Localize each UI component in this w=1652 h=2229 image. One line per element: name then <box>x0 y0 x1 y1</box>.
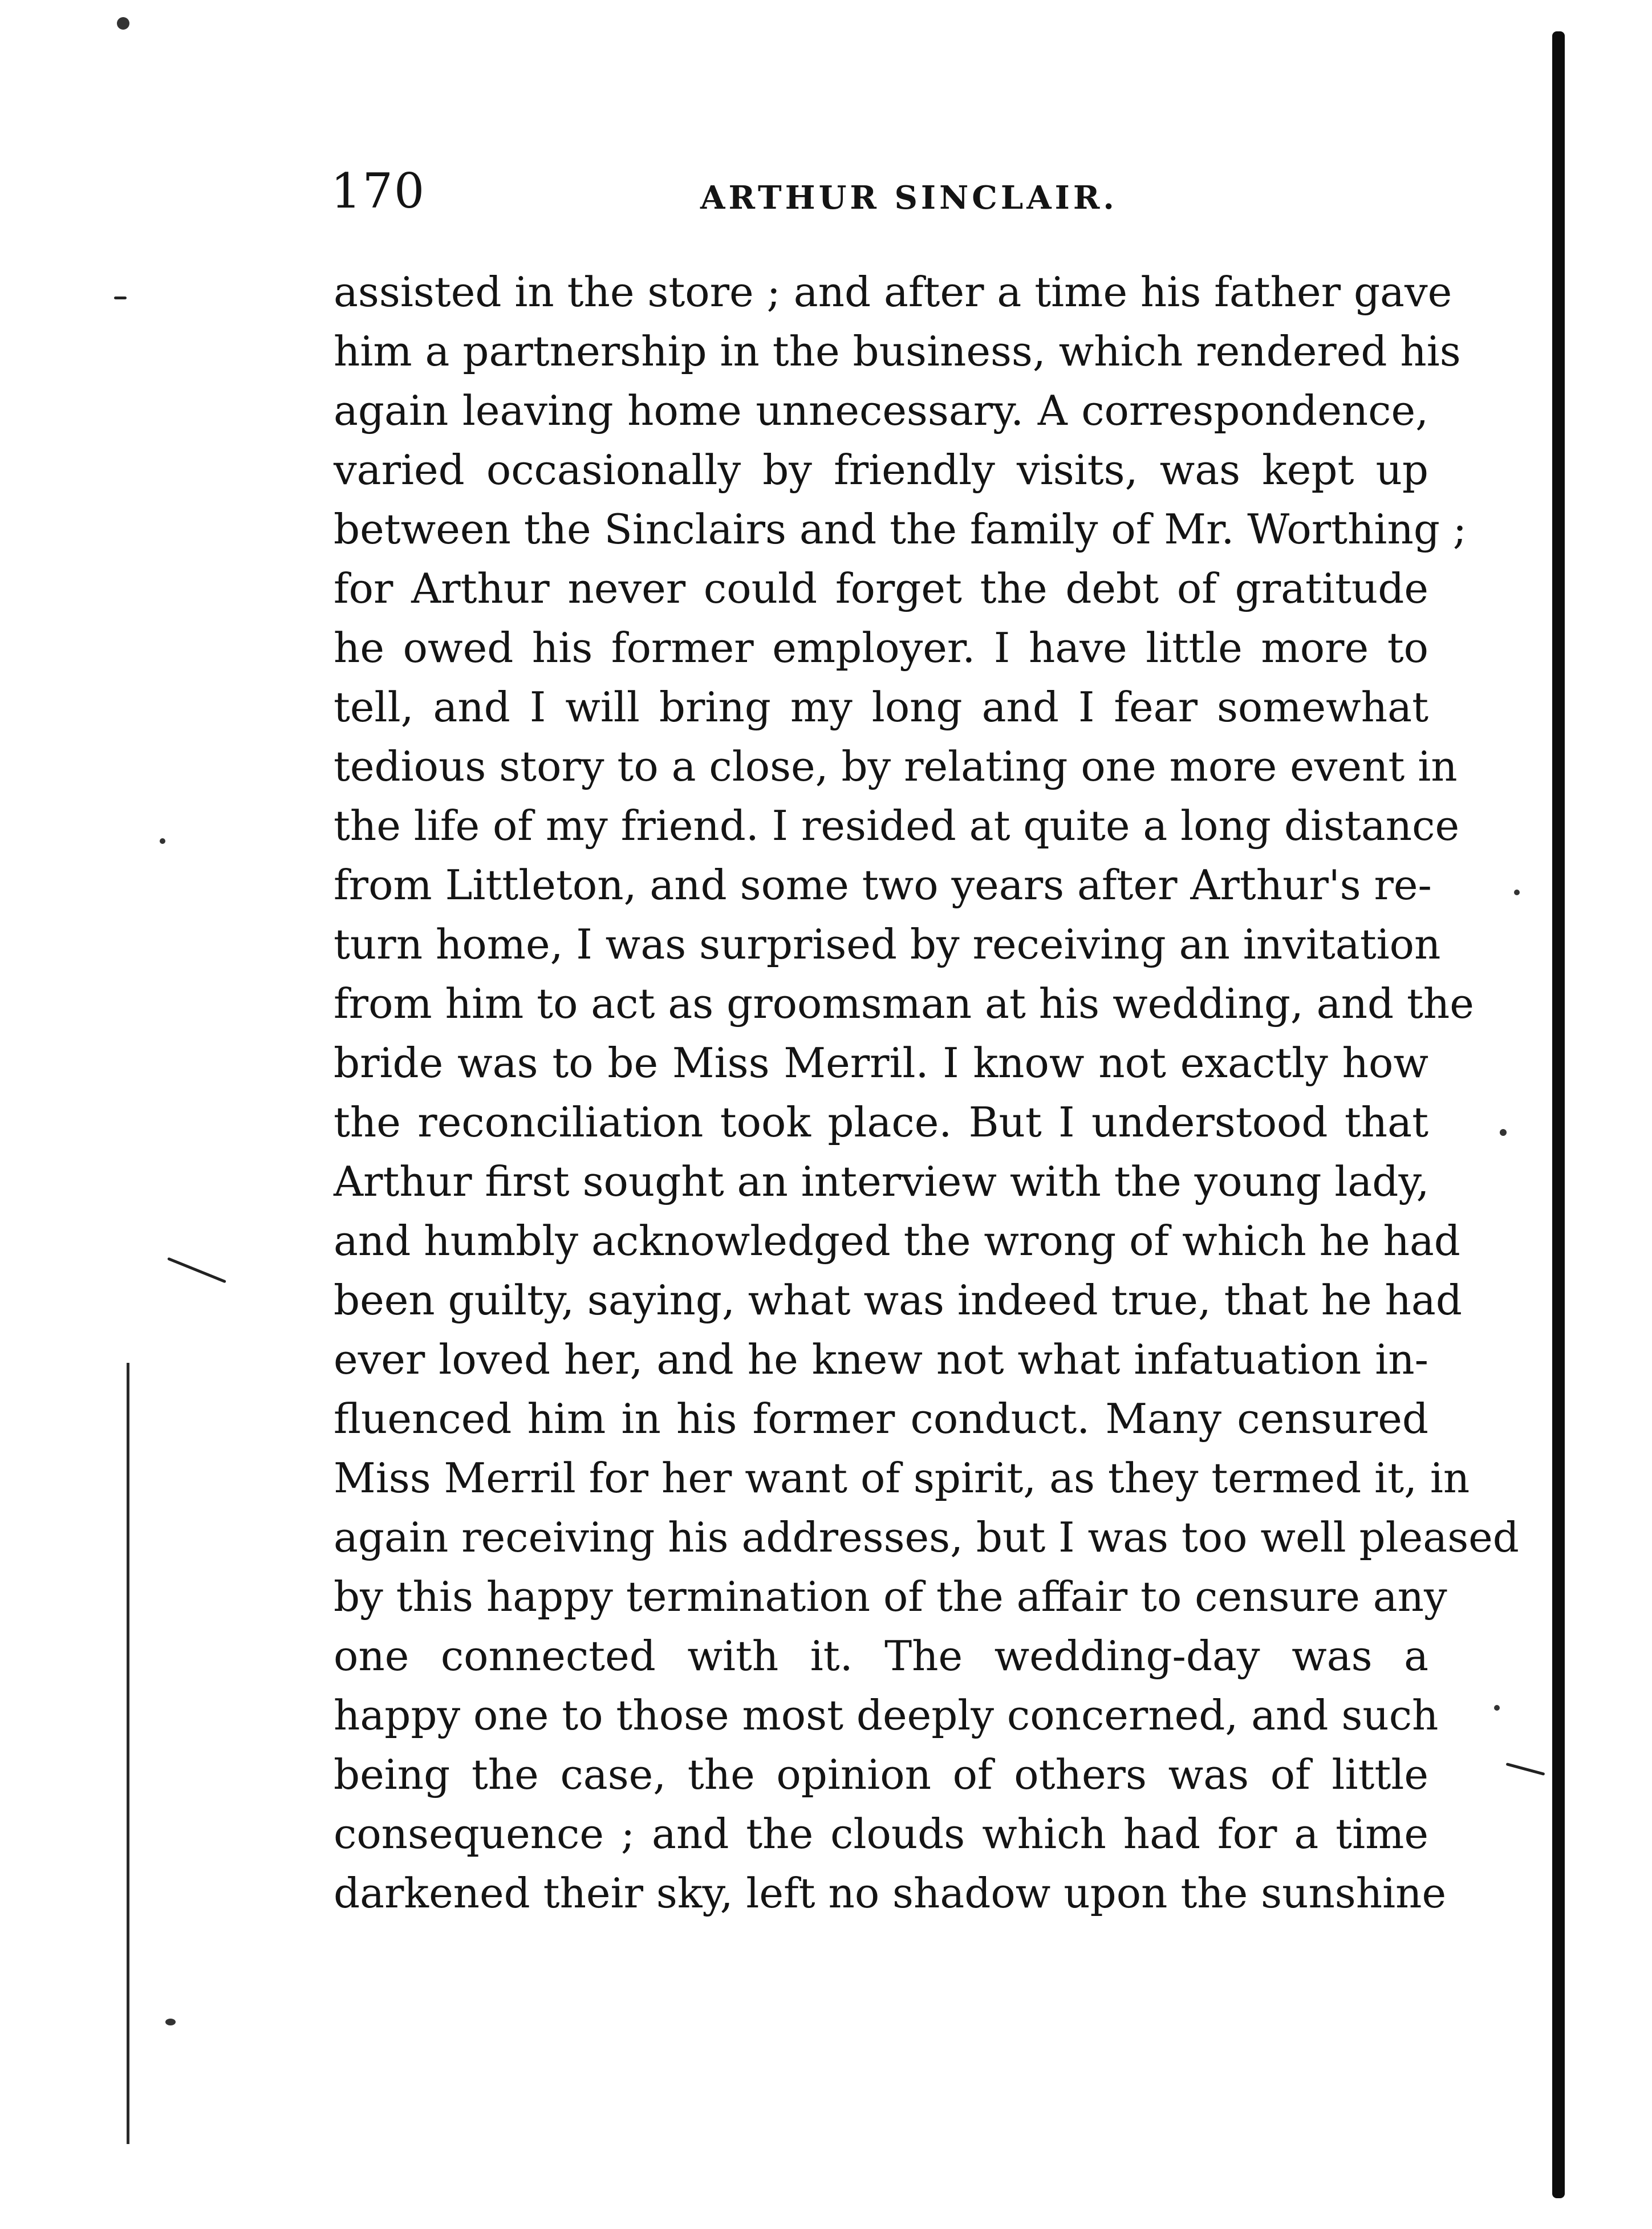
body-text <box>334 262 1519 1923</box>
text-line: happy one to those most deeply concerned, and such <box>334 1691 1439 1739</box>
scan-mark <box>114 297 127 299</box>
text-line: for Arthur never could forget the debt of gratitude <box>334 565 1428 612</box>
text-line: from Littleton, and some two years after Arthur's re- <box>334 861 1432 909</box>
text-line: darkened their sky, left no shadow upon the sunshine <box>334 1869 1447 1917</box>
text-line: being the case, the opinion of others was of little <box>334 1751 1428 1798</box>
running-head: ARTHUR SINCLAIR. <box>700 179 1118 217</box>
text-line: turn home, I was surprised by receiving an invitation <box>334 920 1441 968</box>
text-line: again leaving home unnecessary. A correspondence, <box>334 387 1428 435</box>
scan-speck <box>1494 1705 1500 1711</box>
text-line: consequence ; and the clouds which had for a time <box>334 1810 1428 1858</box>
page-header <box>331 157 1437 225</box>
scan-speck <box>165 2019 176 2025</box>
text-line: the life of my friend. I resided at quite a long distance <box>334 802 1460 850</box>
text-line: fluenced him in his former conduct. Many censured <box>334 1395 1428 1443</box>
scan-mark <box>1506 1763 1545 1776</box>
text-line: and humbly acknowledged the wrong of which he had <box>334 1217 1460 1265</box>
text-line: between the Sinclairs and the family of Mr. Worthing ; <box>334 505 1467 553</box>
page-number: 170 <box>331 163 426 219</box>
text-line: him a partnership in the business, which rendered his <box>334 327 1461 375</box>
text-line: varied occasionally by friendly visits, was kept up <box>334 446 1428 494</box>
text-line: bride was to be Miss Merril. I know not exactly how <box>334 1039 1428 1087</box>
text-line: by this happy termination of the affair to censure any <box>334 1573 1447 1621</box>
binding-edge <box>1552 31 1565 2198</box>
text-line: ever loved her, and he knew not what infatuation in- <box>334 1335 1428 1383</box>
text-line: from him to act as groomsman at his wedding, and the <box>334 980 1474 1028</box>
text-line: the reconciliation took place. But I understood that <box>334 1098 1428 1146</box>
text-line: he owed his former employer. I have little more to <box>334 624 1428 672</box>
scan-speck <box>1500 1129 1507 1136</box>
text-line: Miss Merril for her want of spirit, as they termed it, in <box>334 1454 1470 1502</box>
text-line: tedious story to a close, by relating one more event in <box>334 742 1458 790</box>
scan-mark <box>167 1257 226 1284</box>
scan-speck <box>117 17 129 30</box>
text-line: one connected with it. The wedding-day was a <box>334 1632 1428 1680</box>
text-line: tell, and I will bring my long and I fear somewhat <box>334 683 1428 731</box>
text-line: Arthur first sought an interview with the young lady, <box>334 1158 1430 1205</box>
scan-speck <box>160 838 165 844</box>
scan-margin-line <box>127 1363 129 2144</box>
text-line: assisted in the store ; and after a time his father gave <box>334 268 1452 316</box>
scan-speck <box>1514 890 1520 895</box>
text-line: been guilty, saying, what was indeed true, that he had <box>334 1276 1462 1324</box>
text-line: again receiving his addresses, but I was too well pleased <box>334 1513 1519 1561</box>
